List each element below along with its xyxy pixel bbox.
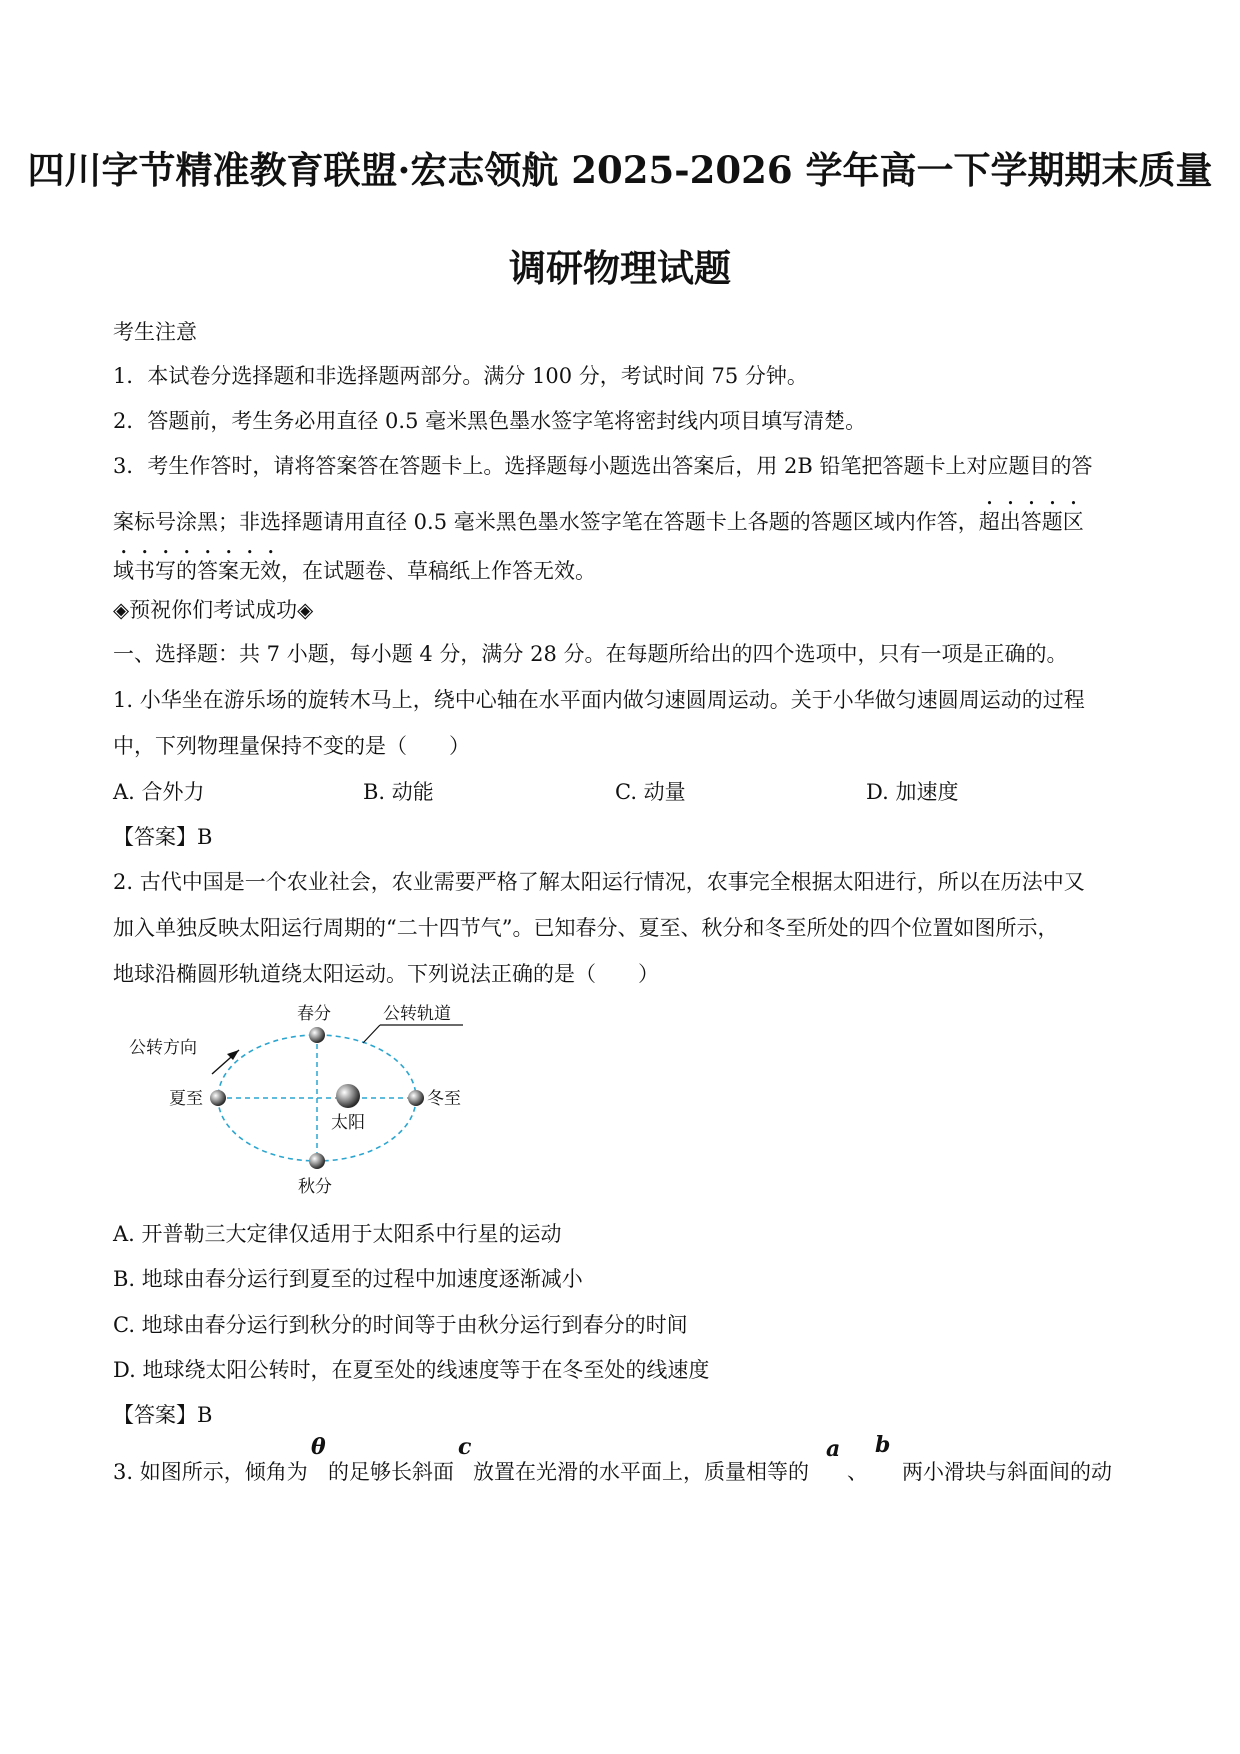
- page-title-line1: 四川字节精准教育联盟·宏志领航 2025-2026 学年高一下学期期末质量: [27, 148, 1213, 192]
- q1-option-c: C. 动量: [615, 780, 686, 804]
- q3-stem-line-1: [113, 1432, 1133, 1496]
- section-heading: 一、选择题：共 7 小题，每小题 4 分，满分 28 分。在每题所给出的四个选项中，只有一项是正确的。: [113, 642, 1068, 666]
- autumn-earth-ball: [309, 1153, 325, 1169]
- winter-label: 冬至: [427, 1089, 461, 1109]
- q2-stem-line-1: 2. 古代中国是一个农业社会，农业需要严格了解太阳运行情况，农事完全根据太阳进行，所以在历法中又: [113, 870, 1085, 894]
- wish-text: ◈预祝你们考试成功◈: [113, 598, 314, 622]
- orbit-label-leader-line: [363, 1025, 380, 1043]
- notice-item-3-line-2: [113, 497, 1084, 536]
- q3-b-symbol: b: [875, 1432, 891, 1458]
- orbit-diagram: [115, 998, 475, 1198]
- summer-label: 夏至: [169, 1089, 203, 1109]
- notice-item-3-line-3: [113, 546, 596, 585]
- spring-earth-ball: [309, 1027, 325, 1043]
- q1-option-d: D. 加速度: [866, 780, 959, 804]
- sun-label: 太阳: [331, 1113, 365, 1133]
- q2-option-a: A. 开普勒三大定律仅适用于太阳系中行星的运动: [113, 1222, 562, 1246]
- q1-answer: 【答案】B: [113, 825, 213, 849]
- q2-stem-line-3: 地球沿椭圆形轨道绕太阳运动。下列说法正确的是（ ）: [113, 962, 659, 986]
- q3-a-symbol: a: [826, 1436, 841, 1462]
- page-title-line2: 调研物理试题: [509, 246, 731, 290]
- q3-text-part-4: 两小滑块与斜面间的动: [902, 1460, 1112, 1484]
- winter-earth-ball: [408, 1090, 424, 1106]
- spring-label: 春分: [297, 1004, 331, 1024]
- q1-option-a: A. 合外力: [113, 780, 205, 804]
- notice-heading: 考生注意: [113, 320, 197, 344]
- notice-item-2: 2．答题前，考生务必用直径 0.5 毫米黑色墨水签字笔将密封线内项目填写清楚。: [113, 409, 867, 433]
- notice-item-3-line-1: 3．考生作答时，请将答案答在答题卡上。选择题每小题选出答案后，用 2B 铅笔把答题卡上对应题目的答: [113, 454, 1093, 478]
- q1-stem-line-1: 1. 小华坐在游乐场的旋转木马上，绕中心轴在水平面内做匀速圆周运动。关于小华做匀速圆周运动的过程: [113, 688, 1085, 712]
- autumn-label: 秋分: [298, 1177, 332, 1197]
- q2-option-b: B. 地球由春分运行到夏至的过程中加速度逐渐减小: [113, 1267, 583, 1291]
- direction-label: 公转方向: [129, 1038, 197, 1058]
- q2-option-d: D. 地球绕太阳公转时，在夏至处的线速度等于在冬至处的线速度: [113, 1358, 710, 1382]
- notice-item-3-text: ，在试题卷、草稿纸上作答无效。: [281, 559, 596, 583]
- q1-stem-line-2: 中，下列物理量保持不变的是（ ）: [113, 734, 470, 758]
- q2-answer: 【答案】B: [113, 1403, 213, 1427]
- summer-earth-ball: [210, 1090, 226, 1106]
- notice-emphasis-text: 超出答题区: [978, 510, 1084, 534]
- q3-separator: 、: [847, 1460, 868, 1484]
- q3-text-part-3: 放置在光滑的水平面上，质量相等的: [473, 1460, 809, 1484]
- orbit-label: 公转轨道: [383, 1004, 451, 1024]
- sun-ball: [336, 1084, 360, 1108]
- notice-item-3-text: 案标号涂黑；非选择题请用直径 0.5 毫米黑色墨水签字笔在答题卡上各题的答题区域内作答，: [113, 510, 979, 534]
- notice-emphasis-text: 域书写的答案无效: [113, 559, 281, 583]
- notice-item-1: 1．本试卷分选择题和非选择题两部分。满分 100 分，考试时间 75 分钟。: [113, 364, 808, 388]
- q3-text-part-1: 3. 如图所示，倾角为: [113, 1460, 308, 1484]
- q2-stem-line-2: 加入单独反映太阳运行周期的“二十四节气”。已知春分、夏至、秋分和冬至所处的四个位置如图所示，: [113, 916, 1059, 940]
- q3-c-symbol: c: [458, 1434, 472, 1460]
- q1-option-b: B. 动能: [363, 780, 434, 804]
- q3-theta-symbol: θ: [311, 1434, 326, 1460]
- q3-text-part-2: 的足够长斜面: [328, 1460, 454, 1484]
- q2-option-c: C. 地球由春分运行到秋分的时间等于由秋分运行到春分的时间: [113, 1313, 688, 1337]
